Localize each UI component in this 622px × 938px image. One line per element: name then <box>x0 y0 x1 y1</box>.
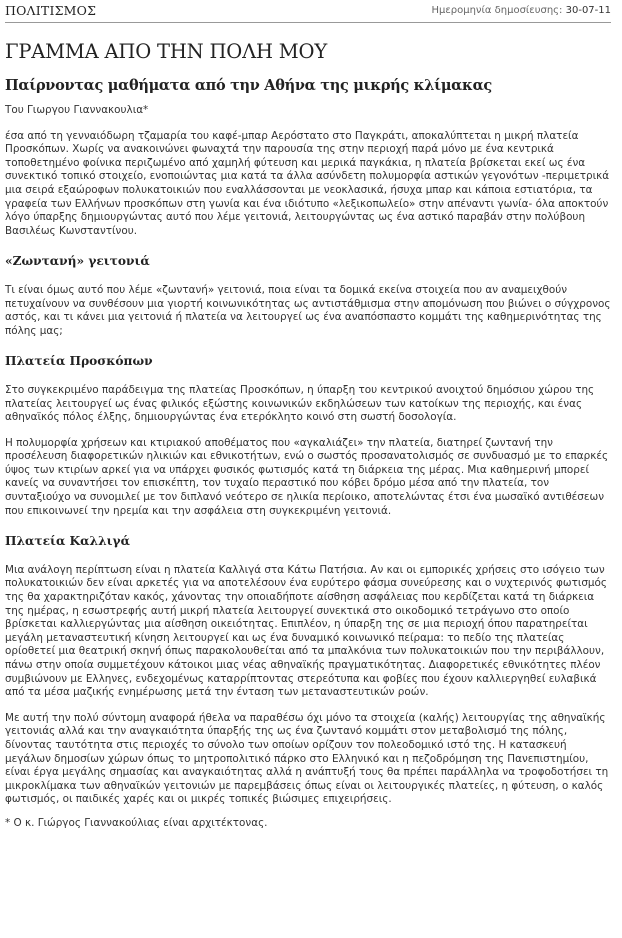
paragraph-proskopon-1: Στο συγκεκριμένο παράδειγμα της πλατείας Προσκόπων, η ύπαρξη του κεντρικού ανοιχτού δημόσιου χώρου της πλατείας λειτουργεί ως ένας φιλικός εξώστης κοινωνικών εκδηλώσεων των κατοίκων της περιοχής, και ένας αθηναϊκός πόλος έλξης, δημιουργώντας ένα ετερόκλητο κοινό στη σωστή δοσολογία. <box>5 383 595 424</box>
article-title: ΓΡΑΜΜΑ ΑΠΟ ΤΗΝ ΠΟΛΗ ΜΟΥ <box>5 40 327 63</box>
section-heading-proskopon-square: Πλατεία Προσκόπων <box>5 354 153 369</box>
publication-date <box>431 5 611 16</box>
intro-paragraph: έσα από τη γενναιόδωρη τζαμαρία του καφέ-μπαρ Αερόστατο στο Παγκράτι, αποκαλύπτεται η μικρή πλατεία Προσκόπων. Χωρίς να ανακοινώνει φωναχτά την παρουσία της στην περιοχή παρά μόνο με ένα κεντρικά τοποθετημένο φοίνικα περιζωμένο από χαμηλή φύτευση και μερικά παγκάκια, η πλατεία βρίσκεται εκεί ως ένα συνεκτικό τοπικό στοιχείο, ενοποιώντας μια κατά τα άλλα ασύνδετη πολυμορφία αστικών γεγονότων -περιμετρικά μια σειρά εξαώροφων πολυκατοικιών που εναλλάσσονται με νεοκλασικά, ήσυχα μπαρ και κάποια εστιατόρια, τα γραφεία των Ελλήνων προσκόπων στη γωνία και ένα ιδιότυπο «λεξικοπωλείο» στην απέναντι γωνία- όλα αποκτούν λόγο ύπαρξης δημιουργώντας αυτό που λέμε γειτονιά, λειτουργώντας ως ένα αστικό παραβάν στην πολύβουη Βασιλέως Κωνσταντίνου. <box>5 129 610 237</box>
article-body <box>5 104 611 831</box>
section-header <box>5 2 611 22</box>
section-heading-lively-neighborhood: «Ζωντανή» γειτονιά <box>5 254 150 269</box>
paragraph-kalliga-1: Μια ανάλογη περίπτωση είναι η πλατεία Καλλιγά στα Κάτω Πατήσια. Αν και οι εμπορικές χρήσεις στο ισόγειο των πολυκατοικιών δεν είναι αρκετές για να αποτελέσουν ένα ευρύτερο φάσμα συνεύρεσης και ο νυχτερινός φωτισμός της θα χαρακτηριζόταν κακός, χάνοντας την οποιαδήποτε αίσθηση ασφάλειας που κερδίζεται κατά τη διάρκεια της ημέρας, η εσωστρεφής αυτή μικρή πλατεία λειτουργεί συνεκτικά στο οικοδομικό τετράγωνο στο οποίο βρίσκεται καλλιεργώντας μια αίσθηση οικειότητας. Επιπλέον, η ύπαρξη της σε μια περιοχή όπου παρατηρείται μεγάλη μεταναστευτική κίνηση λειτουργεί και ως ένα δυναμικό κοινωνικό πείραμα: το πεδίο της πλατείας ορίοθετεί μια θεατρική σκηνή όπως παρακολουθείται από τα μπαλκόνια των πολυκατοικιών που την περιβάλλουν, πάνω στην οποία συμμετέχουν κάτοικοι μιας νέας αθηναϊκής πραγματικότητας. Διαφορετικές εθνικότητες πλέον συμβιώνουν με Ελληνες, ενδεχομένως καταρρίπτοντας στερεότυπα και φοβίες που έχουν καλλιεργηθεί ευλαβικά από τα μέσα μαζικής ενημέρωσης μετά την ένταση των μεταναστευτικών ροών. <box>5 563 608 699</box>
publication-date-value: 30-07-11 <box>565 5 611 16</box>
section-name: ΠΟΛΙΤΙΣΜΟΣ <box>5 3 97 18</box>
header-divider <box>5 22 611 23</box>
author-footnote: * Ο κ. Γιώργος Γιαννακούλιας είναι αρχιτέκτονας. <box>5 816 268 829</box>
paragraph-proskopon-2: Η πολυμορφία χρήσεων και κτιριακού αποθέματος που «αγκαλιάζει» την πλατεία, διατηρεί ζωντανή την προσέλευση διαφορετικών ηλικιών και εθνικοτήτων, ενώ ο σωστός προσανατολισμός σε συνδυασμό με το επαρκές ύψος των κτιρίων αρκεί για να υπάρχει φυσικός φωτισμός κατά τη διάρκεια της μέρας. Μια καθημερινή μπορεί κανείς να συναντήσει τον επισκέπτη, τον τυχαίο περαστικό που κόβει δρόμο μέσα από την πλατεία, τον συνταξιούχο να συνομιλεί με τον διπλανό νεότερο σε ηλικία περίοικο, αποτελώντας έτσι ένα μωσαϊκό αντιθέσεων που επικοινωνεί την ηρεμία και την ασφάλεια στη συγκεκριμένη γειτονιά. <box>5 436 609 517</box>
section-heading-kalliga-square: Πλατεία Καλλιγά <box>5 534 130 549</box>
article-author: Του Γιωργου Γιαννακουλια* <box>5 104 149 116</box>
paragraph-lively-neighborhood: Τι είναι όμως αυτό που λέμε «ζωντανή» γειτονιά, ποια είναι τα δομικά εκείνα στοιχεία που αν αναμειχθούν πετυχαίνουν να συνθέσουν μια γιορτή κοινωνικότητας ως αντιστάθμισμα στην απομόνωση που βιώνει ο σύγχρονος αστός, και τι κάνει μια γειτονιά ή πλατεία να λειτουργεί ως ένα αναπόσπαστο κομμάτι της καθημερινότητας της πόλης μας; <box>5 283 611 337</box>
paragraph-conclusion: Με αυτή την πολύ σύντομη αναφορά ήθελα να παραθέσω όχι μόνο τα στοιχεία (καλής) λειτουργίας της αθηναϊκής γειτονιάς αλλά και την αναγκαιότητα ύπαρξής της ως ένα ζωντανό κομμάτι στον μεταβολισμό της πόλης, δίνοντας ταυτότητα στις περιοχές το σύνολο των οποίων ορίζουν τον πολεοδομικό ιστό της. Η κατασκευή μεγάλων δημοσίων χώρων όπως το μητροπολιτικό πάρκο στο Ελληνικό και η πεζοδρόμηση της Πανεπιστημίου, είναι έργα μεγάλης σημασίας και αναγκαιότητας αλλά η ανάπτυξή τους θα πρέπει παράλληλα να τροφοδοτήσει τη μικροκλίμακα των αθηναϊκών γειτονιών με παρεμβάσεις όπως είναι οι λειτουργικές πλατείες, η φύτευση, ο καλός φωτισμός, οι παιδικές χαρές και οι μικρές τοπικές βιώσιμες επιχειρήσεις. <box>5 711 609 806</box>
publication-date-label: Ημερομηνία δημοσίευσης: <box>431 5 563 16</box>
article-page <box>5 0 611 831</box>
article-subtitle: Παίρνοντας μαθήματα από την Αθήνα της μικρής κλίμακας <box>5 77 492 94</box>
